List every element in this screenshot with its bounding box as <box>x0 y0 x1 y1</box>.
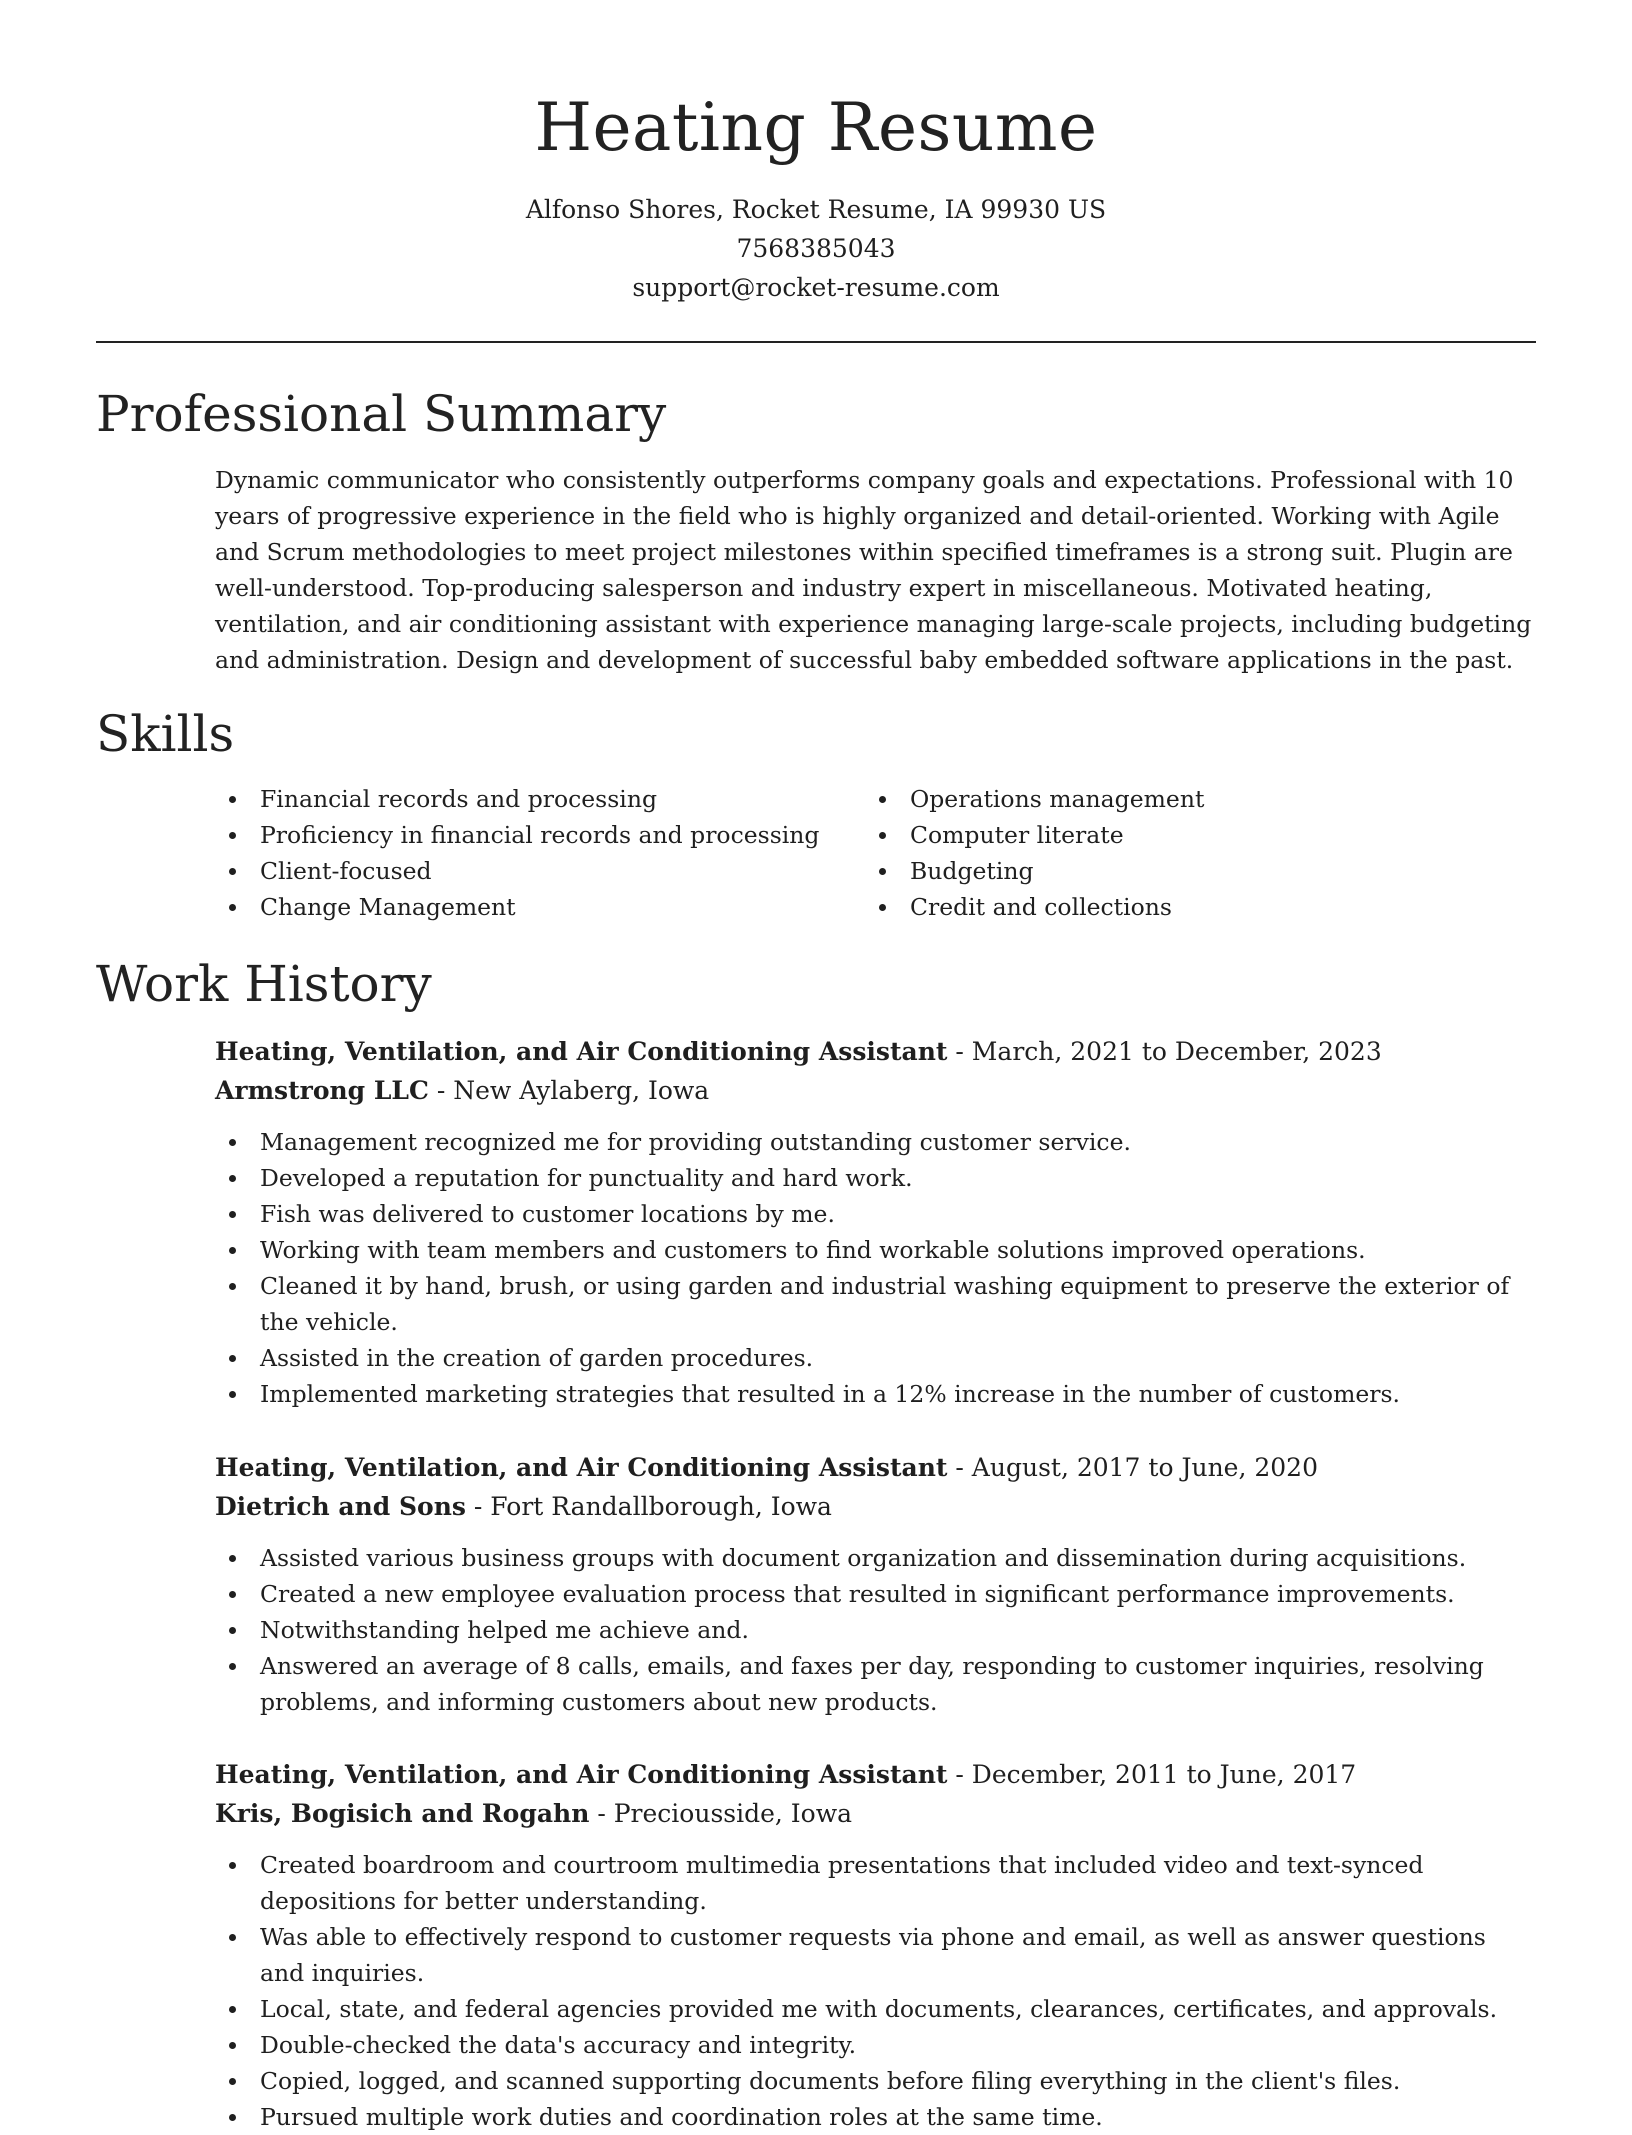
job-entry <box>215 1755 1535 2135</box>
job-bullet: Double-checked the data's accuracy and integrity. <box>215 2027 1525 2063</box>
job-company: Dietrich and Sons <box>215 1492 466 1521</box>
skill-item: Proficiency in financial records and processing <box>215 817 855 853</box>
job-bullet: Fish was delivered to customer locations by me. <box>215 1196 1525 1232</box>
skills-column-right <box>865 781 1525 925</box>
job-bullet: Was able to effectively respond to customer requests via phone and email, as well as answer questions and inquiries. <box>215 1919 1525 1991</box>
job-bullet: Working with team members and customers to find workable solutions improved operations. <box>215 1232 1525 1268</box>
skills-heading: Skills <box>96 705 235 763</box>
job-bullet: Assisted in the creation of garden procedures. <box>215 1340 1525 1376</box>
skill-item: Financial records and processing <box>215 781 855 817</box>
job-bullet: Pursued multiple work duties and coordination roles at the same time. <box>215 2099 1525 2135</box>
resume-header <box>0 80 1632 307</box>
skill-item: Change Management <box>215 889 855 925</box>
skill-item: Computer literate <box>865 817 1525 853</box>
contact-block <box>0 190 1632 307</box>
job-company-line <box>215 1071 1535 1110</box>
job-title: Heating, Ventilation, and Air Conditioning Assistant <box>215 1037 948 1066</box>
job-bullet: Developed a reputation for punctuality and hard work. <box>215 1160 1525 1196</box>
job-title-line <box>215 1448 1535 1487</box>
job-bullet: Management recognized me for providing outstanding customer service. <box>215 1124 1525 1160</box>
job-location: - Preciousside, Iowa <box>589 1799 853 1828</box>
job-bullets <box>215 1847 1525 2135</box>
job-bullet: Notwithstanding helped me achieve and. <box>215 1612 1525 1648</box>
resume-name: Heating Resume <box>534 89 1098 166</box>
job-bullet: Local, state, and federal agencies provided me with documents, clearances, certificates, and approvals. <box>215 1991 1525 2027</box>
skill-item: Operations management <box>865 781 1525 817</box>
job-bullets <box>215 1540 1525 1720</box>
job-dates: - August, 2017 to June, 2020 <box>947 1453 1318 1482</box>
job-bullet: Assisted various business groups with document organization and dissemination during acquisitions. <box>215 1540 1525 1576</box>
job-title: Heating, Ventilation, and Air Conditioning Assistant <box>215 1760 948 1789</box>
work-history-heading: Work History <box>96 955 432 1013</box>
header-divider <box>96 341 1536 343</box>
skill-item: Client-focused <box>215 853 855 889</box>
job-title-line <box>215 1755 1535 1794</box>
summary-text: Dynamic communicator who consistently outperforms company goals and expectations. Professional with 10 years of progressive experience in the field who is highly organized and detail-oriented. Working with Agile and Scrum methodologies to meet project milestones within specified timeframes is a strong suit. Plugin are well-understood. Top-producing salesperson and industry expert in miscellaneous. Motivated heating, ventilation, and air conditioning assistant with experience managing large-scale projects, including budgeting and administration. Design and development of successful baby embedded software applications in the past. <box>215 466 1532 674</box>
job-entry <box>215 1032 1535 1412</box>
job-company-line <box>215 1487 1535 1526</box>
contact-address: Alfonso Shores, Rocket Resume, IA 99930 US <box>525 195 1107 224</box>
job-title-line <box>215 1032 1535 1071</box>
job-bullet: Created a new employee evaluation process that resulted in significant performance improvements. <box>215 1576 1525 1612</box>
skill-item: Budgeting <box>865 853 1525 889</box>
job-dates: - March, 2021 to December, 2023 <box>947 1037 1382 1066</box>
job-bullet: Copied, logged, and scanned supporting documents before filing everything in the client's files. <box>215 2063 1525 2099</box>
job-company: Kris, Bogisich and Rogahn <box>215 1799 590 1828</box>
contact-email: support@rocket-resume.com <box>632 273 1000 302</box>
job-location: - New Aylaberg, Iowa <box>428 1076 710 1105</box>
job-company-line <box>215 1794 1535 1833</box>
job-title: Heating, Ventilation, and Air Conditioning Assistant <box>215 1453 948 1482</box>
job-entry <box>215 1448 1535 1720</box>
job-bullet: Answered an average of 8 calls, emails, and faxes per day, responding to customer inquiries, resolving problems, and informing customers about new products. <box>215 1648 1525 1720</box>
job-bullet: Created boardroom and courtroom multimedia presentations that included video and text-synced depositions for better understanding. <box>215 1847 1525 1919</box>
contact-phone: 7568385043 <box>736 234 896 263</box>
summary-heading: Professional Summary <box>96 385 667 443</box>
job-bullets <box>215 1124 1525 1412</box>
skill-item: Credit and collections <box>865 889 1525 925</box>
job-location: - Fort Randallborough, Iowa <box>465 1492 832 1521</box>
job-bullet: Implemented marketing strategies that resulted in a 12% increase in the number of customers. <box>215 1376 1525 1412</box>
skills-column-left <box>215 781 855 925</box>
job-company: Armstrong LLC <box>215 1076 429 1105</box>
job-dates: - December, 2011 to June, 2017 <box>947 1760 1357 1789</box>
job-bullet: Cleaned it by hand, brush, or using garden and industrial washing equipment to preserve the exterior of the vehicle. <box>215 1268 1525 1340</box>
